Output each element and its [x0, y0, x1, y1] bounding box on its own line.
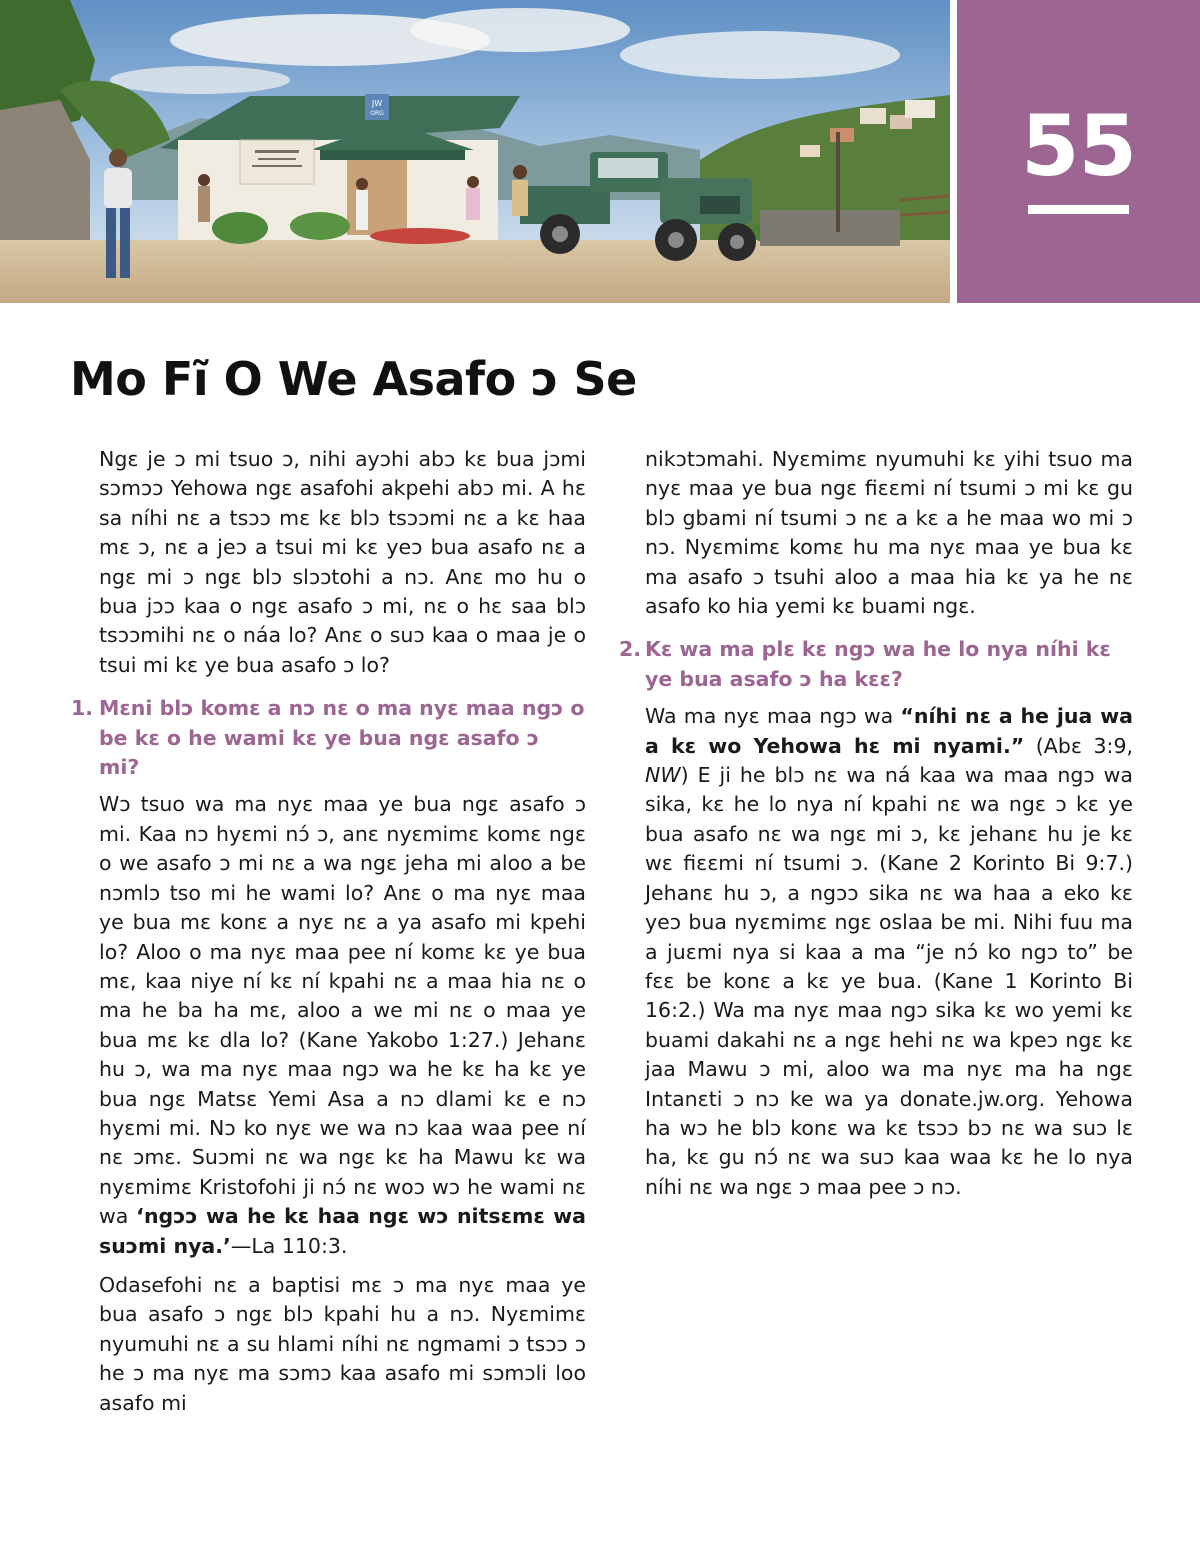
section-1-paragraph-2: Odasefohi nɛ a baptisi mɛ ɔ ma nyɛ maa ye bua asafo ɔ ngɛ blɔ kpahi hu a nɔ. Nyɛmimɛ nyumuhi nɛ a su hlami níhi nɛ ngmami ɔ tsɔɔ ɔ he ɔ ma nyɛ ma sɔmɔ kaa asafo mi sɔmɔli loo asafo mi: [99, 1272, 586, 1415]
question-2-heading: [619, 635, 1133, 694]
section-1-paragraph-1-text: Wɔ tsuo wa ma nyɛ maa ye bua ngɛ asafo ɔ mi. Kaa nɔ hyɛmi nɔ́ ɔ, anɛ nyɛmimɛ komɛ ngɛ o we asafo ɔ mi nɛ a wa ngɛ jeha mi aloo a be nɔmlɔ tso mi he wami lo? Anɛ o ma nyɛ maa ye bua mɛ konɛ a nyɛ nɛ a ya asafo mi kpehi lo? Aloo o ma nyɛ maa pee ní komɛ kɛ ye bua mɛ, kaa niye ní kɛ ní kpahi nɛ a maa hia nɛ o ma he ba ha mɛ, aloo a we mi nɛ o maa ye bua mɛ kɛ dla lo? (Kane Yakobo 1:27.) Jehanɛ hu ɔ, wa ma nyɛ maa ngɔ wa he kɛ ha kɛ ye bua ngɛ Matsɛ Yemi Asa a nɔ dlami kɛ e nɔ hyɛmi mi. Nɔ ko nyɛ we wa nɔ kaa waa pee ní nɛ ɔmɛ. Suɔmi nɛ wa ngɛ kɛ ha Mawu kɛ wa nyɛmimɛ Kristofohi ji nɔ́ nɛ woɔ wɔ he wami nɛ wa: [99, 792, 586, 1229]
question-1-text: Mɛni blɔ komɛ a nɔ nɛ o ma nyɛ maa ngɔ o be kɛ o he wami kɛ ye bua ngɛ asafo ɔ mi?: [99, 696, 585, 780]
section-1-paragraph-1: [99, 790, 586, 1261]
page-title: Mo Fĩ O We Asafo ɔ Se: [70, 352, 637, 406]
lesson-number: 55: [1021, 97, 1136, 195]
question-2-number: 2.: [619, 637, 642, 662]
hero-image: [0, 0, 950, 303]
section-1-citation: —La 110:3.: [230, 1233, 348, 1258]
jw-sign-line1: JW: [371, 99, 383, 108]
question-2-text: Kɛ wa ma plɛ kɛ ngɔ wa he lo nya níhi kɛ ye bua asafo ɔ ha kɛɛ?: [645, 637, 1111, 691]
section-2-quote: “níhi nɛ a he jua wa a kɛ wo Yehowa hɛ mi nyami.”: [645, 704, 1133, 758]
lesson-number-underline: [1028, 205, 1129, 214]
left-column: [71, 445, 586, 1418]
section-2-citation: (Abɛ 3:9,: [1024, 733, 1134, 758]
section-1-paragraph-2-continued: nikɔtɔmahi. Nyɛmimɛ nyumuhi kɛ yihi tsuo ma nyɛ maa ye bua ngɛ fiɛɛmi ní tsumi ɔ mi kɛ gu blɔ gbami ní tsumi ɔ nɛ a kɛ a he maa wo mi ɔ nɔ. Nyɛmimɛ komɛ hu ma nyɛ maa ye bua kɛ ma asafo ɔ tsuhi aloo a maa hia kɛ ya he nɛ asafo ko hia yemi kɛ buami ngɛ.: [645, 447, 1133, 619]
right-column: [619, 445, 1134, 1202]
section-2-paragraph-1-text-c: ) E ji he blɔ nɛ wa ná kaa wa maa ngɔ wa sika, kɛ he lo nya ní kpahi nɛ wa ngɛ ɔ kɛ ye bua asafo nɛ wa ngɛ mi ɔ, kɛ jehanɛ hu je kɛ wɛ fiɛɛmi ní tsumi ɔ. (Kane 2 Korinto Bi 9:7.) Jehanɛ hu ɔ, a ngɔɔ sika nɛ wa haa a eko kɛ yeɔ bua nyɛmimɛ ngɛ oslaa be mi. Nihi fuu ma a juɛmi nya si kaa a ma “je nɔ́ ko ngɔ to” be fɛɛ be konɛ a kɛ ye bua. (Kane 1 Korinto Bi 16:2.) Wa ma nyɛ maa ngɔ sika kɛ wo yemi kɛ buami dakahi nɛ a ngɛ hehi nɛ wa kpeɔ ngɛ kɛ jaa Mawu ɔ mi, aloo wa ma nyɛ ma ha ngɛ Intanɛti ɔ nɔ ke wa ya donate.jw.org. Yehowa ha wɔ he blɔ konɛ wa kɛ tsɔɔ bɔ nɛ wa suɔ lɛ ha, kɛ gu nɔ́ nɛ wa suɔ kaa waa kɛ he lo nya níhi nɛ wa ngɛ ɔ maa pee ɔ nɔ.: [645, 763, 1133, 1199]
section-1-quote: ‘ngɔɔ wa he kɛ haa ngɛ wɔ nitsɛmɛ wa suɔmi nya.’: [99, 1204, 586, 1258]
section-2-paragraph-1-text-a: Wa ma nyɛ maa ngɔ wa: [645, 704, 901, 729]
intro-paragraph: Ngɛ je ɔ mi tsuo ɔ, nihi ayɔhi abɔ kɛ bua jɔmi sɔmɔɔ Yehowa ngɛ asafohi akpehi abɔ mi. A hɛ sa níhi nɛ a tsɔɔ mɛ kɛ blɔ tsɔɔmi nɛ a kɛ haa mɛ ɔ, nɛ a jeɔ a tsui mi kɛ yeɔ bua asafo nɛ a ngɛ mi ɔ ngɛ blɔ slɔɔtohi a nɔ. Anɛ mo hu o bua jɔɔ kaa o ngɛ asafo ɔ mi, nɛ o hɛ saa blɔ tsɔɔmihi nɛ o náa lo? Anɛ o suɔ kaa o maa je o tsui mi kɛ ye bua asafo ɔ lo?: [99, 447, 586, 677]
question-1-number: 1.: [71, 696, 94, 721]
section-2-paragraph-1: [645, 702, 1133, 1202]
section-2-citation-version: NW: [645, 763, 681, 788]
jw-sign-line2: ORG: [370, 110, 384, 117]
lesson-number-box: [957, 0, 1200, 303]
question-1-heading: [71, 694, 586, 782]
